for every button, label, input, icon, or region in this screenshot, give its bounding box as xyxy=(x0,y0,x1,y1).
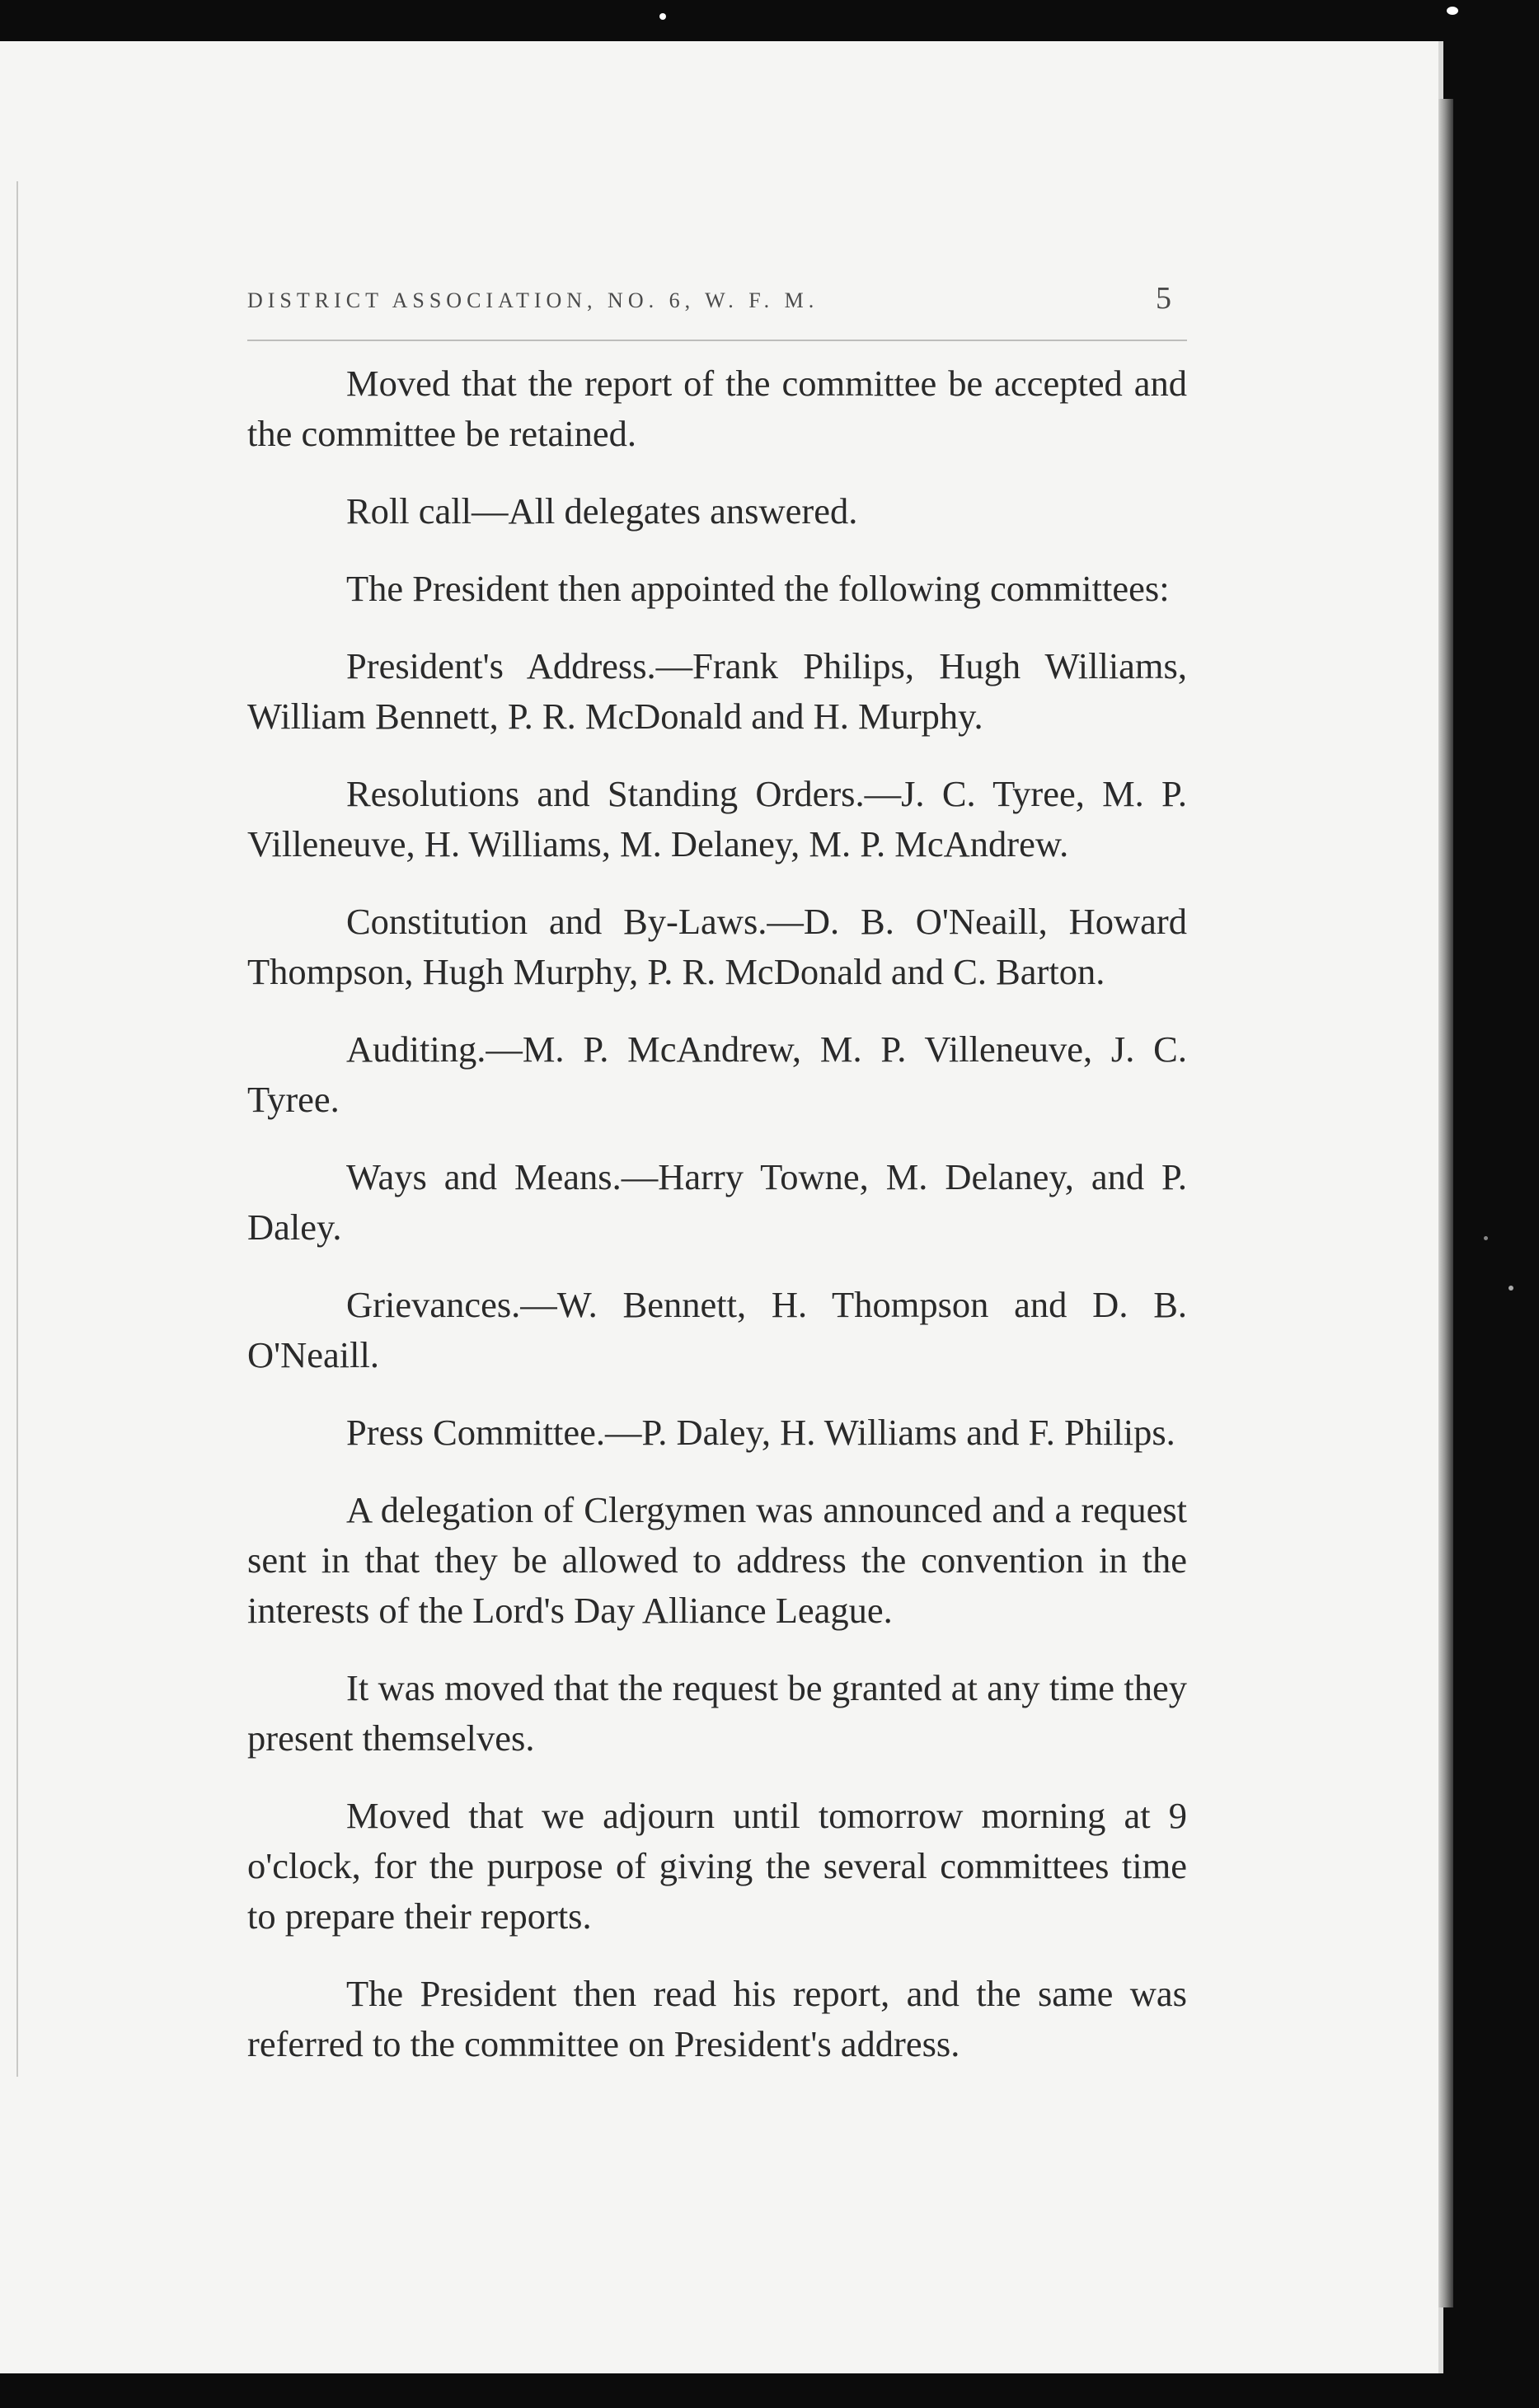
paragraph: Auditing.—M. P. McAndrew, M. P. Villeneuve, J. C. Tyree. xyxy=(247,1028,1187,1120)
paragraph: Roll call—All delegates answered. xyxy=(346,490,858,532)
paragraph: It was moved that the request be granted at any time they present themselves. xyxy=(247,1667,1187,1759)
paragraph: Constitution and By-Laws.—D. B. O'Neaill, Howard Thompson, Hugh Murphy, P. R. McDonald and C. Barton. xyxy=(247,901,1187,992)
scan-speck xyxy=(1509,1286,1513,1291)
scan-speck xyxy=(1447,7,1458,15)
body-text xyxy=(247,358,1187,2096)
scan-speck xyxy=(1484,1236,1488,1240)
scan-speck xyxy=(659,13,666,20)
paragraph: Grievances.—W. Bennett, H. Thompson and D. B. O'Neaill. xyxy=(247,1284,1187,1375)
page-number: 5 xyxy=(1156,281,1171,316)
paragraph: Resolutions and Standing Orders.—J. C. Tyree, M. P. Villeneuve, H. Williams, M. Delaney, M. P. McAndrew. xyxy=(247,773,1187,864)
paragraph: Moved that the report of the committee be accepted and the committee be retained. xyxy=(247,363,1187,454)
paragraph: The President then read his report, and the same was referred to the committee on President's address. xyxy=(247,1973,1187,2064)
page-edge-shadow xyxy=(1438,99,1453,2307)
header-rule xyxy=(247,340,1187,341)
margin-fold-line xyxy=(16,181,18,2077)
paragraph: Press Committee.—P. Daley, H. Williams and F. Philips. xyxy=(346,1412,1175,1453)
paragraph: Moved that we adjourn until tomorrow morning at 9 o'clock, for the purpose of giving the several committees time to prepare their reports. xyxy=(247,1795,1187,1937)
paragraph: A delegation of Clergymen was announced and a request sent in that they be allowed to address the convention in the interests of the Lord's Day Alliance League. xyxy=(247,1489,1187,1631)
running-header: DISTRICT ASSOCIATION, NO. 6, W. F. M. xyxy=(247,288,819,312)
paragraph: Ways and Means.—Harry Towne, M. Delaney, and P. Daley. xyxy=(247,1156,1187,1248)
paragraph: The President then appointed the following committees: xyxy=(346,568,1170,609)
paragraph: President's Address.—Frank Philips, Hugh Williams, William Bennett, P. R. McDonald and H. Murphy. xyxy=(247,645,1187,737)
